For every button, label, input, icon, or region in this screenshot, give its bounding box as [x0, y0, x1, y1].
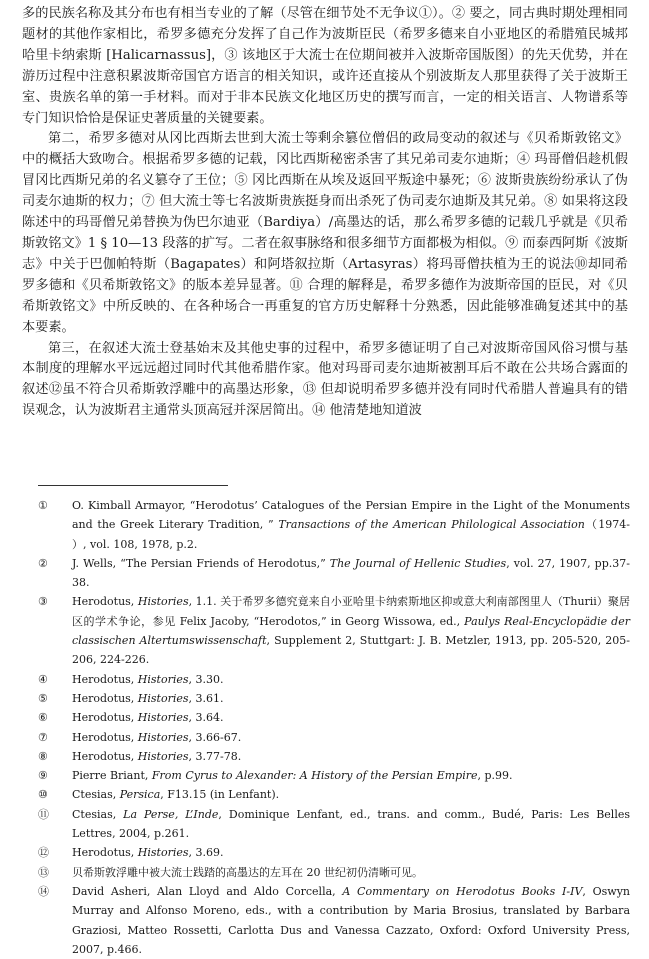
footnote-segment: , Dominique Lenfant, ed., trans. and comm., Budé, Paris: Les Belles Lettres, 2004, p.261.	[72, 807, 630, 841]
footnote	[38, 882, 630, 959]
footnote-title: Histories	[137, 749, 189, 763]
footnote	[38, 592, 630, 669]
footnote	[38, 863, 630, 882]
footnote-segment: Herodotus,	[72, 595, 138, 609]
footnote-segment: , 1.1. 关于希罗多德究竟来自小亚哈里卡纳索斯地区抑或意大利南部图里人（Thurii）聚居区的学术争论，参见 Felix Jacoby, “Herodotos,” in Georg Wissowa, ed.,	[72, 595, 630, 628]
footnote-segment: , 3.64.	[188, 711, 224, 725]
footnote-segment: , Supplement 2, Stuttgart: J. B. Metzler, 1913, pp. 205-520, 205-206, 224-226.	[72, 634, 630, 667]
footnote-segment: Ctesias,	[72, 807, 124, 821]
footnote-segment: J. Wells, “The Persian Friends of Herodotus,”	[72, 556, 330, 570]
footnote-number: ⑬	[38, 865, 49, 879]
footnote	[38, 728, 630, 747]
footnote-segment: 贝希斯敦浮雕中被大流士践踏的高墨达的左耳在 20 世纪初仍清晰可见。	[72, 865, 423, 879]
paragraph: 第三，在叙述大流士登基始末及其他史事的过程中，希罗多德证明了自己对波斯帝国风俗习惯与基本制度的理解水平远远超过同时代其他希腊作家。他对玛哥司麦尔迪斯被割耳后不敢在公共场合露面的叙述⑫虽不符合贝希斯敦浮雕中的高墨达形象，⑬ 但却说明希罗多德并没有同时代希腊人普遍具有的错误观念，认为波斯君主通常头顶高冠并深居简出。⑭ 他清楚地知道波	[22, 340, 628, 419]
footnote-title: La Perse, L’Inde	[123, 807, 219, 821]
footnote-number: ③	[38, 595, 48, 609]
footnote-number: ⑥	[38, 711, 48, 725]
footnote-number: ⑨	[38, 769, 48, 783]
footnote-segment: Herodotus,	[72, 730, 138, 744]
footnote	[38, 670, 630, 689]
footnote	[38, 766, 630, 785]
footnote-text	[72, 689, 630, 708]
footnote-number: ②	[38, 556, 48, 570]
footnote-segment: O. Kimball Armayor, “Herodotus’ Catalogues of the Persian Empire in the Light of the Monuments and the Greek Literary Tradition, ”	[72, 499, 630, 532]
footnote	[38, 805, 630, 844]
footnote	[38, 708, 630, 727]
footnotes	[38, 496, 630, 959]
footnote-segment: , p.99.	[477, 769, 513, 783]
footnote-number: ⑧	[38, 749, 48, 763]
footnote-title: Paulys Real-Encyclopädie der classischen Altertumswissenschaft	[72, 614, 630, 648]
footnote-segment: , 3.69.	[188, 846, 224, 860]
footnote-title: A Commentary on Herodotus Books I-IV	[342, 884, 583, 898]
paragraph: 多的民族名称及其分布也有相当专业的了解（尽管在细节处不无争议①）。② 要之，同古典时期处理相同题材的其他作家相比，希罗多德充分发挥了自己作为波斯臣民（希罗多德来自小亚地区的希腊殖民城邦哈里卡纳索斯 [Halicarnassus]，③ 该地区于大流士在位期间被并入波斯帝国版图）的先天优势，并在游历过程中注意积累波斯帝国官方语言的相关知识，或许还直接从个别波斯友人那里获得了关于波斯王室、贵族名单的第一手材料。而对于非本民族文化地区历史的撰写而言，一定的相关语言、人物谱系等专门知识恰恰是保证史著质量的关键要素。	[22, 6, 628, 126]
footnote-text	[72, 708, 630, 727]
footnote-title: Histories	[137, 730, 189, 744]
footnote-number: ⑭	[38, 884, 49, 898]
footnote-text	[72, 592, 630, 669]
footnote-number: ⑫	[38, 846, 49, 860]
footnote-number: ⑦	[38, 730, 48, 744]
footnote-text	[72, 670, 630, 689]
footnote	[38, 689, 630, 708]
footnote-segment: Herodotus,	[72, 691, 138, 705]
footnote-number: ⑪	[38, 807, 49, 821]
paragraph: 第二，希罗多德对从冈比西斯去世到大流士等剩余篡位僧侣的政局变动的叙述与《贝希斯敦铭文》中的概括大致吻合。根据希罗多德的记载，冈比西斯秘密杀害了其兄弟司麦尔迪斯；④ 玛哥僧侣趁机假冒冈比西斯兄弟的名义篡夺了王位；⑤ 冈比西斯在从埃及返回平叛途中暴死；⑥ 波斯贵族纷纷承认了伪司麦尔迪斯的权力；⑦ 但大流士等七名波斯贵族挺身而出杀死了伪司麦尔迪斯及其兄弟。⑧ 如果将这段陈述中的玛哥僧兄弟替换为伪巴尔迪亚（Bardiya）/高墨达的话，那么希罗多德的记载几乎就是《贝希斯敦铭文》1 § 10—13 段落的扩写。二者在叙事脉络和很多细节方面都极为相似。⑨ 而泰西阿斯《波斯志》中关于巴伽帕特斯（Bagapates）和阿塔叙拉斯（Artasyras）将玛哥僧扶植为王的说法⑩却同希罗多德和《贝希斯敦铭文》的版本差异显著。⑪ 合理的解释是，希罗多德作为波斯帝国的臣民，对《贝希斯敦铭文》中所反映的、在各种场合一再重复的官方历史解释十分熟悉，因此能够准确复述其中的基本要素。	[22, 131, 628, 335]
footnote-separator	[38, 485, 228, 486]
footnote-segment: , 3.61.	[188, 691, 224, 705]
footnote-title: From Cyrus to Alexander: A History of the Persian Empire	[151, 769, 478, 783]
footnote-title: Histories	[137, 711, 189, 725]
footnote	[38, 747, 630, 766]
main-text	[22, 4, 628, 422]
footnote-text	[72, 766, 630, 785]
footnote-segment: Herodotus,	[72, 846, 138, 860]
footnote-text	[72, 843, 630, 862]
footnote-text	[72, 863, 630, 882]
footnote-text	[72, 882, 630, 959]
footnote-number: ⑤	[38, 691, 48, 705]
footnote-segment: Ctesias,	[72, 788, 120, 802]
footnote-text	[72, 496, 630, 554]
footnote-title: Transactions of the American Philological Association	[278, 518, 585, 532]
footnote-title: The Journal of Hellenic Studies	[329, 556, 507, 570]
footnote-number: ④	[38, 672, 48, 686]
footnote-segment: （1974- ）, vol. 108, 1978, p.2.	[72, 518, 630, 551]
footnote-title: Histories	[137, 672, 189, 686]
footnote-segment: , vol. 27, 1907, pp.37-38.	[72, 556, 630, 590]
footnote-title: Histories	[137, 691, 189, 705]
footnote	[38, 843, 630, 862]
footnote-segment: Pierre Briant,	[72, 769, 152, 783]
footnote-segment: Herodotus,	[72, 711, 138, 725]
footnote-title: Histories	[137, 595, 189, 609]
footnote-segment: Herodotus,	[72, 672, 138, 686]
footnote-segment: , 3.77-78.	[188, 749, 242, 763]
footnote-segment: Herodotus,	[72, 749, 138, 763]
footnote-text	[72, 554, 630, 593]
footnote	[38, 496, 630, 554]
footnote-number: ①	[38, 499, 48, 512]
footnote	[38, 785, 630, 804]
footnote-text	[72, 728, 630, 747]
footnote-segment: David Asheri, Alan Lloyd and Aldo Corcella,	[72, 884, 343, 898]
footnote	[38, 554, 630, 593]
footnote-text	[72, 785, 630, 804]
footnote-text	[72, 805, 630, 844]
footnote-number: ⑩	[38, 788, 48, 802]
footnote-segment: , 3.30.	[188, 672, 224, 686]
footnote-segment: , Oswyn Murray and Alfonso Moreno, eds., with a contribution by Maria Brosius, translated by Barbara Graziosi, Matteo Rossetti, Carlotta Dus and Vanessa Cazzato, Oxford: Oxford University Press, 2007, p.466.	[72, 884, 630, 956]
footnote-title: Histories	[137, 846, 189, 860]
footnote-text	[72, 747, 630, 766]
footnote-title: Persica	[119, 788, 161, 802]
footnote-segment: , 3.66-67.	[188, 730, 242, 744]
footnote-segment: , F13.15 (in Lenfant).	[160, 788, 280, 802]
